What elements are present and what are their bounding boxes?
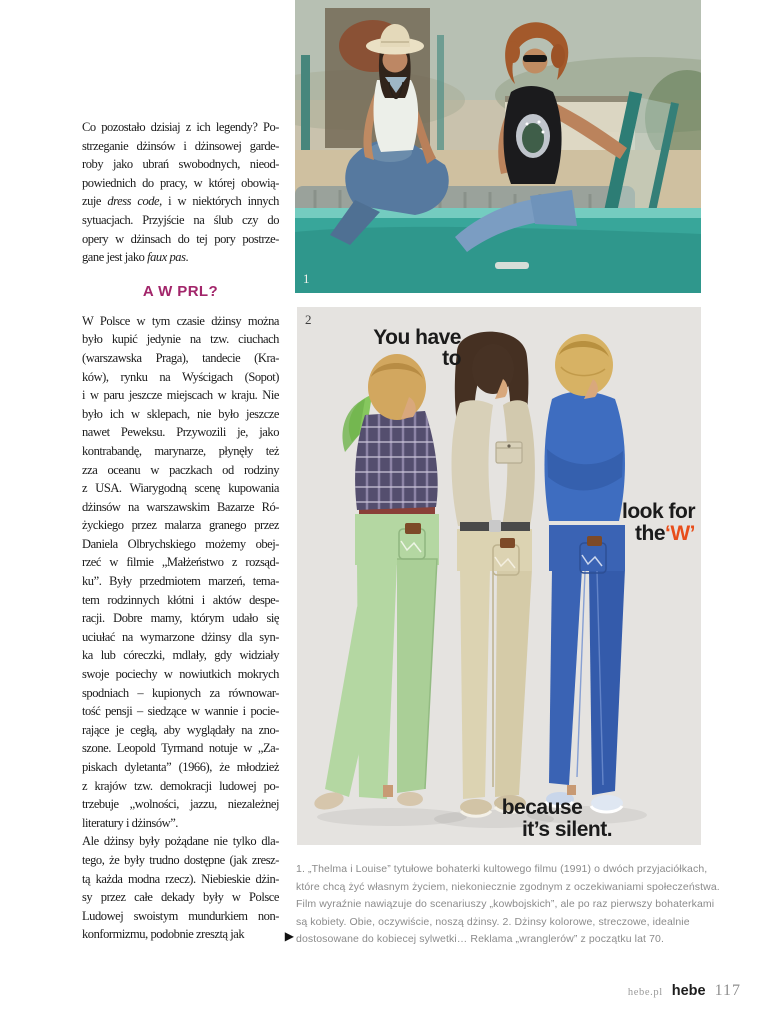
text-line: Co pozostało dzisiaj z ich legendy? Po- [82,120,279,134]
photo-number-label: 1 [303,271,310,286]
text-line: zuje dress code, i w niektórych innych [82,194,279,209]
footer-page-number: 117 [714,982,741,999]
text-line: opery w dżinsach do tej pory postrze- [82,231,279,246]
text-line: 1. „Thelma i Louise” tytułowe bohaterki kultowego filmu (1991) o dwóch przyjaciółkach, [296,863,708,875]
text-line: ków), rynku na Wyścigach (Sopot) [82,369,279,384]
text-line: W Polsce w tym czasie dżinsy można [82,313,279,328]
page-footer [628,982,741,1000]
thelma-louise-photo [295,0,701,293]
text-line: trzebuje „wolności, jazzu, niezależnej [82,797,279,812]
wrangler-ad [297,307,701,845]
ad-headline-bottom-2: it’s silent. [521,818,613,841]
footer-site-url: hebe.pl [627,987,663,998]
text-line: tość pensji – siedzące w wannie i pocie- [82,704,279,719]
ad-number-label: 2 [305,312,312,327]
text-line: życkiego przez malarza granego przez [82,518,279,533]
figure-caption [296,861,720,949]
text-line: powiednich do pracy, w której obowią- [82,175,279,190]
text-line: strzeganie dżinsów i dżinsowej garde- [82,138,279,153]
text-line: konformizmu, podobnie zresztą jak [82,927,245,942]
continuation-arrow-icon: ▶ [284,928,294,943]
text-line: z USA. Wiarygodną scenę kupowania [82,481,279,496]
paragraph-continued [82,832,294,944]
text-line: rzeć w filmie „Małżeństwo z rozsąd- [82,555,279,570]
text-line: ka lub córeczki, mdlały, gdy widziały [82,648,279,663]
photo-illustration [295,0,701,293]
text-line: sy przez całe dekady były w Polsce [82,890,279,905]
ad-headline-right-2: the‘W’ [635,522,695,545]
text-line: są kobiety. Obie, oczywiście, noszą dżinsy. 2. Dżinsy kolorowe, streczowe, idealnie [296,915,690,928]
paragraph-prl [82,312,279,833]
text-line: Ale dżinsy były pożądane nie tylko dla- [82,834,279,849]
text-line: tego, że były trudno dostępne (jak zresz- [82,852,279,867]
text-line: dostosowane do kobiecej sylwetki… Reklama „wranglerów” z początku lat 70. [296,933,664,945]
article-column [82,118,294,944]
text-line: szone. Leopold Tyrmand notuje w „Za- [82,741,279,756]
ad-headline-top-1: You have [373,326,461,349]
text-line: z krajów tzw. demokracji ludowej po- [82,778,279,793]
ad-headline-right-1: look for [622,500,695,523]
text-line: sytuacjach. Przyjście na ślub czy do [82,212,279,227]
text-line: spodniach – kupionych za równowar- [82,685,279,700]
text-line: rające je cegłą, aby wyglądały na zno- [82,722,279,737]
text-line: Daniela Olbrychskiego możemy obej- [82,536,279,551]
text-line: i w paru jeszcze miejscach w kraju. Nie [82,388,279,403]
text-line: roby jako ubrań swobodnych, nieod- [82,157,279,172]
footer-brand-logo: hebe [671,983,706,999]
paragraph-intro [82,118,279,267]
text-line: piskach dyletanta” (1966), że młodzież [82,760,279,774]
section-heading: A W PRL? [142,282,219,300]
text-line: tą każda modna rzecz). Niebieskie dżin- [82,871,279,886]
text-line: gane jest jako faux pas. [82,250,189,265]
text-line: które chcą żyć własnym życiem, niekoniecznie zgodnym z oczekiwaniami społeczeństwa. [296,880,720,893]
text-line: Film wyraźnie nawiązuje do scenariuszy „kowbojskich”, ale po raz pierwszy bohaterkami [296,898,715,910]
ad-headline-top-2: to [442,347,461,370]
text-line: ku”. Były przedmiotem marzeń, tema- [82,574,279,589]
text-line: Ludowej swoistym mundurkiem non- [82,908,279,923]
text-line: zza oceanu w paczkach od rodziny [82,462,279,477]
wrangler-w-mark: ‘W’ [665,522,695,545]
ad-illustration [297,307,701,845]
text-line: było ich w sklepach, nie było jeszcze [82,406,279,421]
text-line: było kupić jedynie na tzw. ciuchach [82,332,279,347]
text-line: swoje pociechy w nowiutkich mokrych [82,667,279,682]
text-line: racji. Dobre mamy, którym udało się [82,611,279,626]
text-line: dżinsów na warszawskim Bazarze Ró- [82,499,279,514]
text-line: kontrabandę, marynarze, płynęły też [82,443,279,458]
text-line: nawet Peweksu. Przywozili je, jako [82,425,279,440]
text-line: (warszawska Praga), tandecie (Kra- [82,350,279,365]
text-line: tem rodzinnych kłótni i aktów despe- [82,592,279,607]
ad-headline-bottom-1: because [501,796,583,819]
text-line: uciułać na wymarzone dżinsy dla syn- [82,629,279,644]
text-line: literatury i dżinsów”. [82,815,178,830]
